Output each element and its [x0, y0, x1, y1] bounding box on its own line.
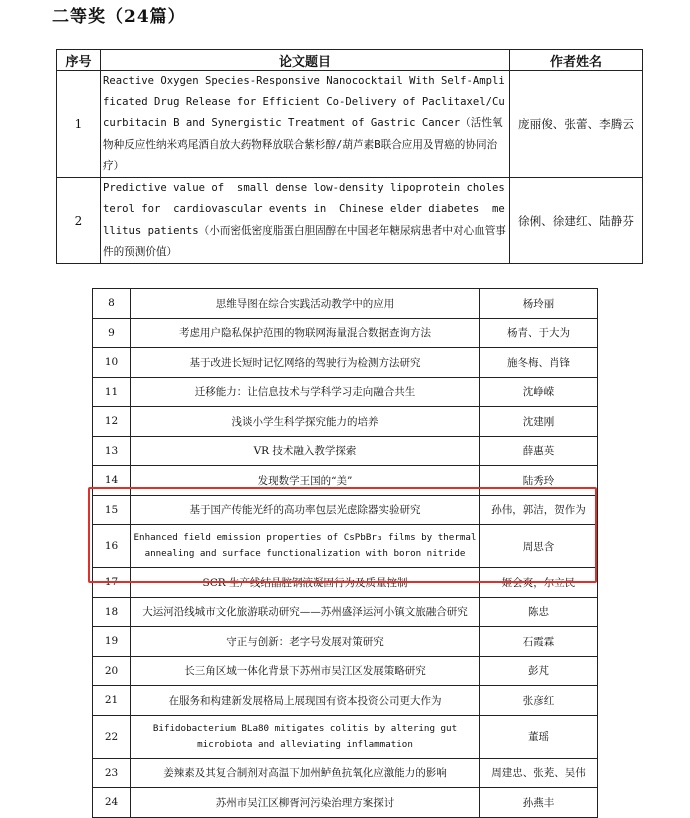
paper-authors: 董瑶	[480, 715, 598, 758]
row-number: 16	[93, 525, 131, 568]
row-number: 23	[93, 758, 131, 788]
paper-title: SCR 生产线结晶腔钢液凝固行为及质量控制	[131, 568, 480, 598]
paper-title: 浅谈小学生科学探究能力的培养	[131, 407, 480, 437]
table-row	[93, 597, 598, 627]
row-number: 21	[93, 686, 131, 716]
paper-authors: 陆秀玲	[480, 466, 598, 496]
table-row	[93, 436, 598, 466]
table-row	[93, 656, 598, 686]
paper-authors: 庞丽俊、张蕾、李腾云	[510, 71, 643, 178]
row-number: 2	[57, 178, 101, 264]
row-number: 18	[93, 597, 131, 627]
row-number: 9	[93, 318, 131, 348]
paper-title: 在服务和构建新发展格局上展现国有资本投资公司更大作为	[131, 686, 480, 716]
paper-authors: 沈峥嵘	[480, 377, 598, 407]
paper-authors: 周思含	[480, 525, 598, 568]
paper-title: 守正与创新：老字号发展对策研究	[131, 627, 480, 657]
row-number: 14	[93, 466, 131, 496]
row-number: 17	[93, 568, 131, 598]
table-row	[93, 627, 598, 657]
row-number: 11	[93, 377, 131, 407]
table-row	[93, 758, 598, 788]
paper-authors: 施冬梅、肖锋	[480, 348, 598, 378]
table-row	[93, 377, 598, 407]
table-row	[93, 318, 598, 348]
paper-authors: 姬会爽，尔立民	[480, 568, 598, 598]
table-header-row	[57, 50, 643, 71]
table-row	[93, 788, 598, 818]
paper-authors: 徐俐、徐建红、陆静芬	[510, 178, 643, 264]
paper-title: 大运河沿线城市文化旅游联动研究——苏州盛泽运河小镇文旅融合研究	[131, 597, 480, 627]
paper-title: 迁移能力：让信息技术与学科学习走向融合共生	[131, 377, 480, 407]
paper-title: 长三角区域一体化背景下苏州市吴江区发展策略研究	[131, 656, 480, 686]
row-number: 8	[93, 289, 131, 319]
award-table-top	[56, 49, 643, 264]
header-title: 论文题目	[101, 50, 510, 71]
row-number: 22	[93, 715, 131, 758]
row-number: 20	[93, 656, 131, 686]
paper-title: 发现数学王国的“美”	[131, 466, 480, 496]
section-title: 二等奖（24篇）	[52, 7, 186, 27]
row-number: 24	[93, 788, 131, 818]
table-row	[93, 686, 598, 716]
table-row	[93, 348, 598, 378]
row-number: 15	[93, 495, 131, 525]
table-row	[93, 525, 598, 568]
paper-title: Reactive Oxygen Species-Responsive Nanococktail With Self-Amplificated Drug Release for Efficient Co-Delivery of Paclitaxel/Cucurbitacin B and Synergistic Treatment of Gastric Cancer（活性氧物种反应性纳米鸡尾酒自放大药物释放联合紫杉醇/葫芦素B联合应用及胃癌的协同治疗）	[101, 71, 510, 178]
table-row	[57, 178, 643, 264]
paper-authors: 彭芃	[480, 656, 598, 686]
row-number: 1	[57, 71, 101, 178]
table-row	[93, 495, 598, 525]
paper-authors: 薛惠英	[480, 436, 598, 466]
row-number: 10	[93, 348, 131, 378]
paper-title: 苏州市吴江区柳胥河污染治理方案探讨	[131, 788, 480, 818]
paper-title: VR 技术融入教学探索	[131, 436, 480, 466]
paper-title: 基于国产传能光纤的高功率包层光虑除器实验研究	[131, 495, 480, 525]
paper-title: Predictive value of small dense low-density lipoprotein cholesterol for cardiovascular events in Chinese elder diabetes mellitus patients（小而密低密度脂蛋白胆固醇在中国老年糖尿病患者中对心血管事件的预测价值）	[101, 178, 510, 264]
paper-authors: 张彦红	[480, 686, 598, 716]
paper-authors: 杨玲丽	[480, 289, 598, 319]
paper-authors: 周建忠、张茺、吴伟	[480, 758, 598, 788]
paper-title: 基于改进长短时记忆网络的驾驶行为检测方法研究	[131, 348, 480, 378]
table-row	[93, 466, 598, 496]
row-number: 19	[93, 627, 131, 657]
table-row	[93, 715, 598, 758]
row-number: 13	[93, 436, 131, 466]
header-authors: 作者姓名	[510, 50, 643, 71]
table-row	[93, 568, 598, 598]
table-row	[57, 71, 643, 178]
paper-authors: 陈忠	[480, 597, 598, 627]
paper-title: 姜辣素及其复合制剂对高温下加州鲈鱼抗氧化应激能力的影响	[131, 758, 480, 788]
paper-authors: 孙燕丰	[480, 788, 598, 818]
header-no: 序号	[57, 50, 101, 71]
paper-title: Enhanced field emission properties of CsPbBr₃ films by thermal annealing and surface functionalization with boron nitride	[131, 525, 480, 568]
row-number: 12	[93, 407, 131, 437]
paper-title: 考虑用户隐私保护范围的物联网海量混合数据查询方法	[131, 318, 480, 348]
paper-authors: 石霞霖	[480, 627, 598, 657]
paper-title: Bifidobacterium BLa80 mitigates colitis by altering gut microbiota and alleviating inflammation	[131, 715, 480, 758]
award-table-bottom	[92, 288, 598, 818]
paper-authors: 杨青、于大为	[480, 318, 598, 348]
paper-title: 思维导图在综合实践活动教学中的应用	[131, 289, 480, 319]
table-row	[93, 407, 598, 437]
paper-authors: 沈建刚	[480, 407, 598, 437]
table-row	[93, 289, 598, 319]
paper-authors: 孙伟，郭洁，贺作为	[480, 495, 598, 525]
